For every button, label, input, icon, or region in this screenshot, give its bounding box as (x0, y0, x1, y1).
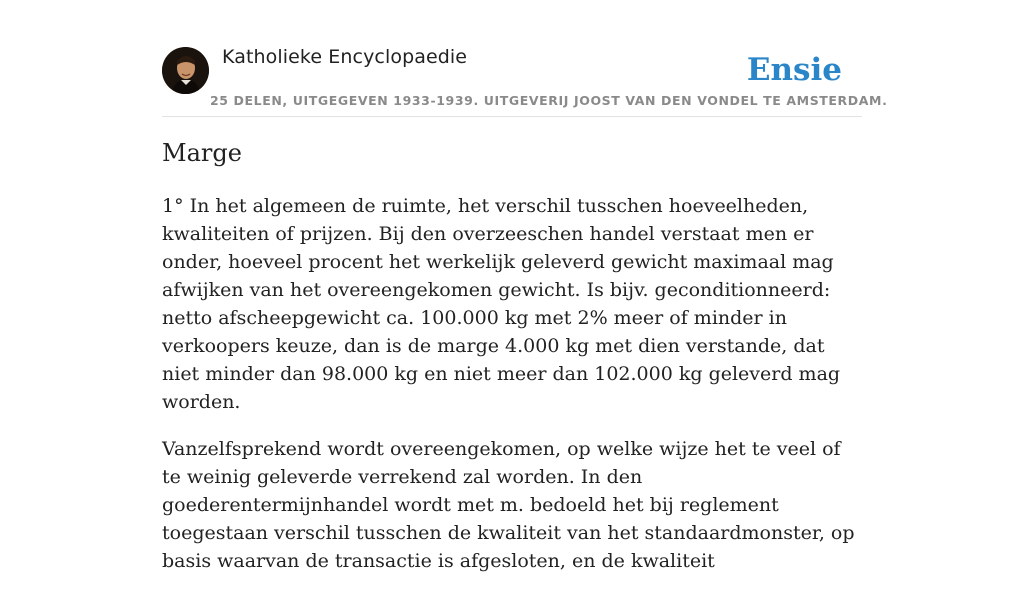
entry-content (162, 192, 862, 594)
source-avatar[interactable] (162, 47, 209, 94)
entry-title: Marge (162, 139, 242, 167)
source-title[interactable]: Katholieke Encyclopaedie (222, 46, 468, 68)
source-subtitle: 25 DELEN, UITGEGEVEN 1933-1939. UITGEVERIJ JOOST VAN DEN VONDEL TE AMSTERDAM. (210, 93, 888, 108)
ensie-logo[interactable]: Ensie (746, 52, 842, 88)
entry-paragraph: 1° In het algemeen de ruimte, het verschil tusschen hoeveelheden, kwaliteiten of prijzen. Bij den overzeeschen handel verstaat men er onder, hoeveel procent het werkelijk geleverd gewicht maximaal mag afwijken van het overeengekomen gewicht. Is bijv. geconditionneerd: netto afscheepgewicht ca. 100.000 kg met 2% meer of minder in verkoopers keuze, dan is de marge 4.000 kg met dien verstande, dat niet minder dan 98.000 kg en niet meer dan 102.000 kg geleverd mag worden. (162, 195, 841, 413)
entry-paragraph: Vanzelfsprekend wordt overeengekomen, op welke wijze het te veel of te weinig geleverde verrekend zal worden. In den goederentermijnhandel wordt met m. bedoeld het bij reglement toegestaan verschil tusschen de kwaliteit van het standaardmonster, op basis waarvan de transactie is afgesloten, en de kwaliteit (162, 438, 855, 572)
source-header (162, 44, 888, 117)
